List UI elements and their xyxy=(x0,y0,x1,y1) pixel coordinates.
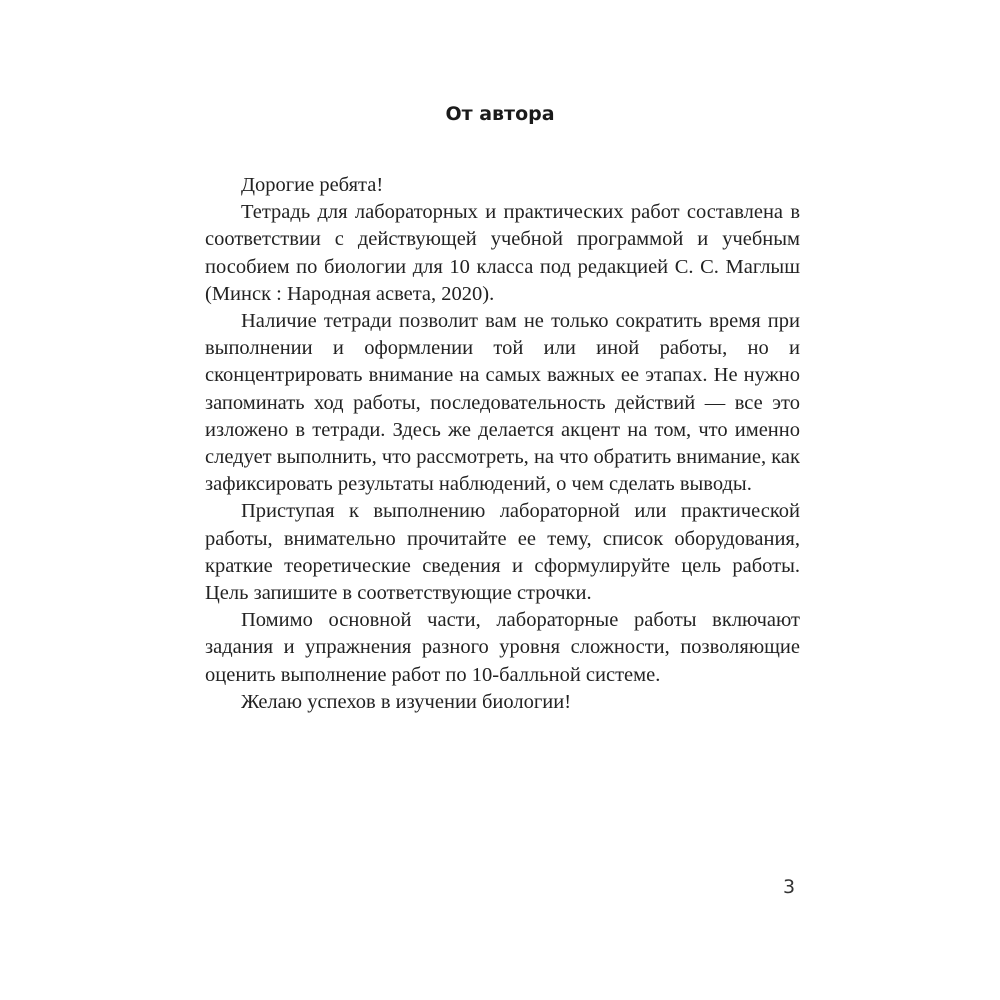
paragraph-intro: Тетрадь для лабораторных и практических работ составлена в соответствии с действующей учебной программой и учебным пособием по биологии для 10 класса под редакцией С. С. Маглыш (Минск : Народная асвета, 2020). xyxy=(205,201,800,305)
paragraph-closing: Желаю успехов в изучении биологии! xyxy=(241,690,572,713)
paragraph-assessment: Помимо основной части, лабораторные работы включают задания и упражнения разного уровня сложности, позволяющие оценить выполнение работ по 10-балльной системе. xyxy=(205,609,800,686)
paragraph-instructions: Приступая к выполнению лабораторной или практической работы, внимательно прочитайте ее тему, список оборудования, краткие теоретические сведения и сформулируйте цель работы. Цель запишите в соответствующие строчки. xyxy=(205,500,800,605)
body-text xyxy=(205,172,800,716)
page-number: 3 xyxy=(782,876,796,898)
paragraph-greeting: Дорогие ребята! xyxy=(241,174,384,196)
paragraph-benefits: Наличие тетради позволит вам не только сократить время при выполнении и оформлении той или иной работы, но и сконцентрировать внимание на самых важных ее этапах. Не нужно запоминать ход работы, последовательность действий — все это изложено в тетради. Здесь же делается акцент на том, что именно следует выполнить, что рассмотреть, на что обратить внимание, как зафиксировать результаты наблюдений, о чем сделать выводы. xyxy=(205,310,800,496)
page-title: От автора xyxy=(445,103,555,125)
